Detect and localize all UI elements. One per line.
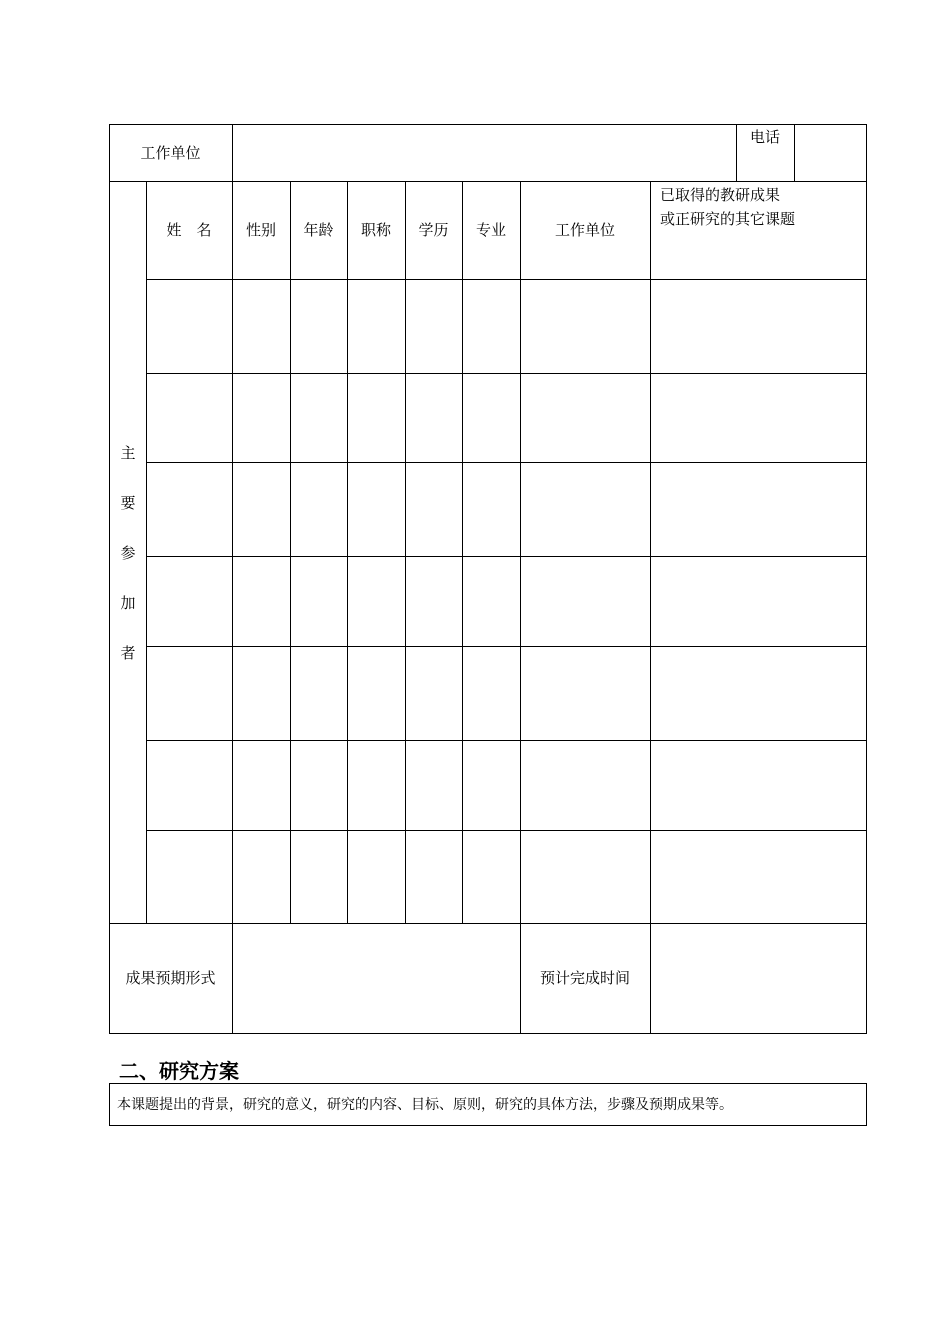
phone-field[interactable]	[795, 125, 866, 181]
participants-char: 参	[120, 544, 136, 562]
phone-label: 电话	[749, 128, 780, 146]
col-header-work-unit: 工作单位	[554, 221, 615, 239]
col-header-title: 职称	[360, 221, 391, 239]
participants-char: 者	[120, 644, 136, 662]
col-header-major: 专业	[475, 221, 506, 239]
participants-char: 要	[120, 494, 136, 512]
col-header-name: 姓 名	[166, 221, 212, 239]
expected-outcome-field[interactable]	[233, 924, 520, 1033]
col-header-gender: 性别	[245, 221, 276, 239]
participants-char: 加	[120, 594, 136, 612]
col-header-achievements-line1: 已取得的教研成果	[660, 186, 781, 204]
col-header-education: 学历	[418, 221, 449, 239]
section-title-research-plan: 二、研究方案	[119, 1059, 239, 1083]
research-plan-box[interactable]	[109, 1083, 867, 1126]
expected-outcome-label: 成果预期形式	[125, 969, 216, 987]
col-header-achievements-line2: 或正研究的其它课题	[660, 210, 796, 228]
participants-char: 主	[120, 444, 136, 462]
work-unit-label: 工作单位	[140, 144, 201, 162]
work-unit-field[interactable]	[233, 125, 736, 181]
expected-completion-label: 预计完成时间	[539, 969, 630, 987]
participants-vertical-label	[109, 428, 147, 678]
expected-completion-field[interactable]	[651, 924, 866, 1033]
col-header-age: 年龄	[303, 221, 334, 239]
research-plan-description: 本课题提出的背景，研究的意义，研究的内容、目标、原则，研究的具体方法，步骤及预期成果等。	[117, 1097, 733, 1113]
